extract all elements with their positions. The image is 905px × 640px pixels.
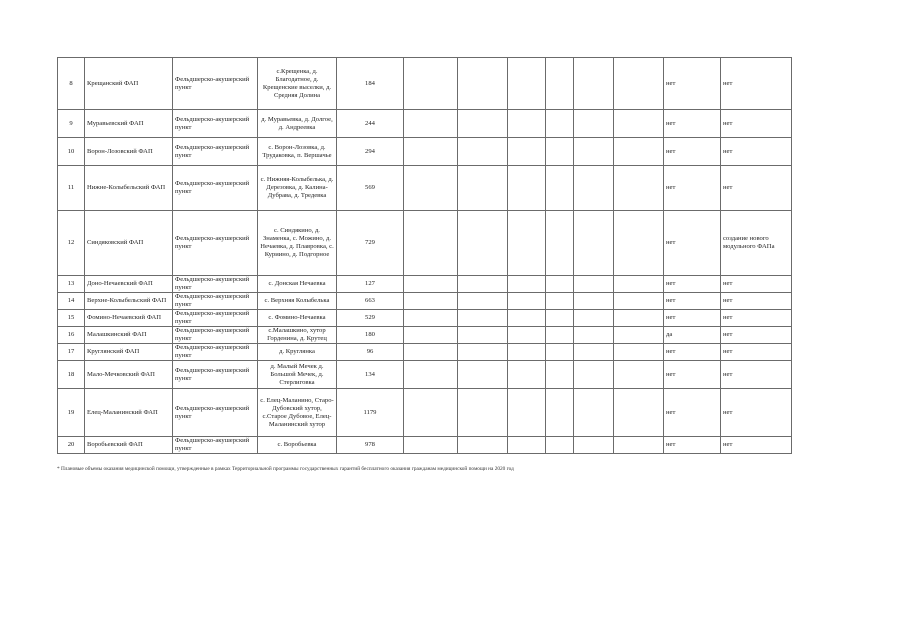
table-row [58,437,792,454]
empty-cell [404,211,458,276]
fap-type-cell: Фельдшерско-акушерский пункт [173,389,258,437]
table-row [58,389,792,437]
empty-cell [614,293,664,310]
fap-type-cell: Фельдшерско-акушерский пункт [173,293,258,310]
settlements-cell: с. Фомино-Нечаевка [258,310,337,327]
fap-name-cell: Мало-Мечковский ФАП [85,361,173,389]
empty-cell [458,361,508,389]
fap-type-cell: Фельдшерско-акушерский пункт [173,437,258,454]
status-cell-b: нет [721,138,792,166]
status-cell-a: нет [664,138,721,166]
fap-type-cell: Фельдшерско-акушерский пункт [173,138,258,166]
settlements-cell: с. Верхняя Колыбелька [258,293,337,310]
empty-cell [458,389,508,437]
empty-cell [404,166,458,211]
empty-cell [546,361,574,389]
table-row [58,327,792,344]
table-body [58,58,792,454]
row-number-cell: 11 [58,166,85,211]
empty-cell [614,344,664,361]
table-row [58,310,792,327]
row-number-cell: 13 [58,276,85,293]
status-cell-b: нет [721,389,792,437]
empty-cell [404,310,458,327]
population-cell: 729 [337,211,404,276]
status-cell-b: нет [721,344,792,361]
empty-cell [404,389,458,437]
fap-name-cell: Нижне-Колыбельский ФАП [85,166,173,211]
population-cell: 663 [337,293,404,310]
empty-cell [508,310,546,327]
fap-type-cell: Фельдшерско-акушерский пункт [173,166,258,211]
table-row [58,361,792,389]
fap-name-cell: Синдяковский ФАП [85,211,173,276]
fap-name-cell: Круглянский ФАП [85,344,173,361]
fap-type-cell: Фельдшерско-акушерский пункт [173,211,258,276]
population-cell: 134 [337,361,404,389]
empty-cell [574,361,614,389]
fap-name-cell: Фомино-Нечаевский ФАП [85,310,173,327]
table-row [58,276,792,293]
empty-cell [614,276,664,293]
status-cell-a: нет [664,310,721,327]
fap-name-cell: Малашкинский ФАП [85,327,173,344]
row-number-cell: 10 [58,138,85,166]
fap-type-cell: Фельдшерско-акушерский пункт [173,310,258,327]
settlements-cell: с.Малашкино, хутор Горденина, д. Крутец [258,327,337,344]
empty-cell [614,389,664,437]
table-row [58,293,792,310]
status-cell-b: нет [721,310,792,327]
empty-cell [458,110,508,138]
population-cell: 127 [337,276,404,293]
population-cell: 184 [337,58,404,110]
population-cell: 294 [337,138,404,166]
empty-cell [614,361,664,389]
empty-cell [546,344,574,361]
empty-cell [508,110,546,138]
settlements-cell: д. Муравьевка, д. Долгое, д. Андреевка [258,110,337,138]
row-number-cell: 8 [58,58,85,110]
empty-cell [614,110,664,138]
empty-cell [574,389,614,437]
empty-cell [546,110,574,138]
empty-cell [404,344,458,361]
status-cell-b: нет [721,437,792,454]
status-cell-a: нет [664,437,721,454]
table-row [58,110,792,138]
empty-cell [508,327,546,344]
fap-type-cell: Фельдшерско-акушерский пункт [173,327,258,344]
row-number-cell: 19 [58,389,85,437]
status-cell-a: нет [664,58,721,110]
settlements-cell: с. Донская Нечаевка [258,276,337,293]
table-row [58,211,792,276]
row-number-cell: 18 [58,361,85,389]
fap-type-cell: Фельдшерско-акушерский пункт [173,361,258,389]
empty-cell [614,166,664,211]
status-cell-b: нет [721,110,792,138]
footnote: * Плановые объемы оказания медицинской помощи, утвержденные в рамках Территориальной программы государственных гарантий бесплатного оказания гражданам медицинской помощи на 2020 год [57,466,514,472]
status-cell-a: нет [664,166,721,211]
empty-cell [574,327,614,344]
empty-cell [404,58,458,110]
status-cell-b: нет [721,58,792,110]
empty-cell [546,389,574,437]
empty-cell [508,344,546,361]
status-cell-b: нет [721,361,792,389]
population-cell: 569 [337,166,404,211]
empty-cell [404,276,458,293]
empty-cell [458,310,508,327]
empty-cell [508,437,546,454]
empty-cell [404,293,458,310]
population-cell: 180 [337,327,404,344]
empty-cell [574,166,614,211]
empty-cell [458,327,508,344]
fap-name-cell: Верхне-Колыбельский ФАП [85,293,173,310]
empty-cell [508,166,546,211]
empty-cell [574,110,614,138]
empty-cell [546,276,574,293]
fap-type-cell: Фельдшерско-акушерский пункт [173,344,258,361]
empty-cell [458,138,508,166]
table-row [58,58,792,110]
fap-name-cell: Крещанский ФАП [85,58,173,110]
empty-cell [574,138,614,166]
empty-cell [574,344,614,361]
empty-cell [458,276,508,293]
fap-name-cell: Муравьевский ФАП [85,110,173,138]
empty-cell [458,293,508,310]
fap-name-cell: Елец-Маланинский ФАП [85,389,173,437]
empty-cell [508,211,546,276]
empty-cell [614,437,664,454]
empty-cell [546,138,574,166]
status-cell-b: нет [721,293,792,310]
status-cell-a: нет [664,293,721,310]
empty-cell [458,166,508,211]
row-number-cell: 15 [58,310,85,327]
empty-cell [404,138,458,166]
empty-cell [574,310,614,327]
empty-cell [458,58,508,110]
empty-cell [574,293,614,310]
empty-cell [574,211,614,276]
empty-cell [614,310,664,327]
empty-cell [404,110,458,138]
table-row [58,138,792,166]
row-number-cell: 9 [58,110,85,138]
row-number-cell: 17 [58,344,85,361]
empty-cell [508,138,546,166]
row-number-cell: 16 [58,327,85,344]
status-cell-a: нет [664,361,721,389]
status-cell-a: нет [664,110,721,138]
status-cell-a: нет [664,344,721,361]
empty-cell [574,437,614,454]
settlements-cell: с. Елец-Маланино, Старо-Дубовский хутор, с.Старое Дубовое, Елец-Маланинский хутор [258,389,337,437]
fap-table [57,57,792,454]
empty-cell [508,389,546,437]
empty-cell [404,361,458,389]
empty-cell [508,361,546,389]
status-cell-a: нет [664,276,721,293]
row-number-cell: 20 [58,437,85,454]
empty-cell [508,276,546,293]
empty-cell [458,437,508,454]
status-cell-b: нет [721,327,792,344]
status-cell-a: нет [664,389,721,437]
fap-type-cell: Фельдшерско-акушерский пункт [173,58,258,110]
empty-cell [404,327,458,344]
population-cell: 978 [337,437,404,454]
empty-cell [614,211,664,276]
empty-cell [546,437,574,454]
status-cell-b: создание нового модульного ФАПа [721,211,792,276]
fap-type-cell: Фельдшерско-акушерский пункт [173,276,258,293]
empty-cell [546,293,574,310]
settlements-cell: с. Воробьевка [258,437,337,454]
fap-name-cell: Воробьевский ФАП [85,437,173,454]
table-row [58,166,792,211]
empty-cell [614,58,664,110]
status-cell-a: да [664,327,721,344]
status-cell-a: нет [664,211,721,276]
row-number-cell: 14 [58,293,85,310]
fap-name-cell: Ворон-Лозовский ФАП [85,138,173,166]
settlements-cell: с. Синдякино, д. Знаменка, с. Можино, д. Нечаевка, д. Плавровка, с. Куриино, д. Подгорное [258,211,337,276]
population-cell: 244 [337,110,404,138]
empty-cell [546,211,574,276]
empty-cell [458,211,508,276]
status-cell-b: нет [721,166,792,211]
empty-cell [546,327,574,344]
empty-cell [614,327,664,344]
empty-cell [574,276,614,293]
empty-cell [546,166,574,211]
empty-cell [508,293,546,310]
empty-cell [614,138,664,166]
empty-cell [458,344,508,361]
empty-cell [546,310,574,327]
settlements-cell: д. Круглянка [258,344,337,361]
table-row [58,344,792,361]
empty-cell [404,437,458,454]
empty-cell [574,58,614,110]
settlements-cell: с. Нижняя-Колыбелька, д. Дерезовка, д. Калина-Дубрава, д. Тредевка [258,166,337,211]
population-cell: 96 [337,344,404,361]
row-number-cell: 12 [58,211,85,276]
population-cell: 1179 [337,389,404,437]
settlements-cell: с. Ворон-Лозовка, д. Трудаковка, п. Вершачье [258,138,337,166]
empty-cell [546,58,574,110]
fap-name-cell: Доно-Нечаевский ФАП [85,276,173,293]
empty-cell [508,58,546,110]
settlements-cell: д. Малый Мечек д. Большой Мечек, д. Стерлиговка [258,361,337,389]
settlements-cell: с.Крещенка, д. Благодатное, д. Крещенские выселки, д. Средняя Долина [258,58,337,110]
population-cell: 529 [337,310,404,327]
fap-type-cell: Фельдшерско-акушерский пункт [173,110,258,138]
status-cell-b: нет [721,276,792,293]
